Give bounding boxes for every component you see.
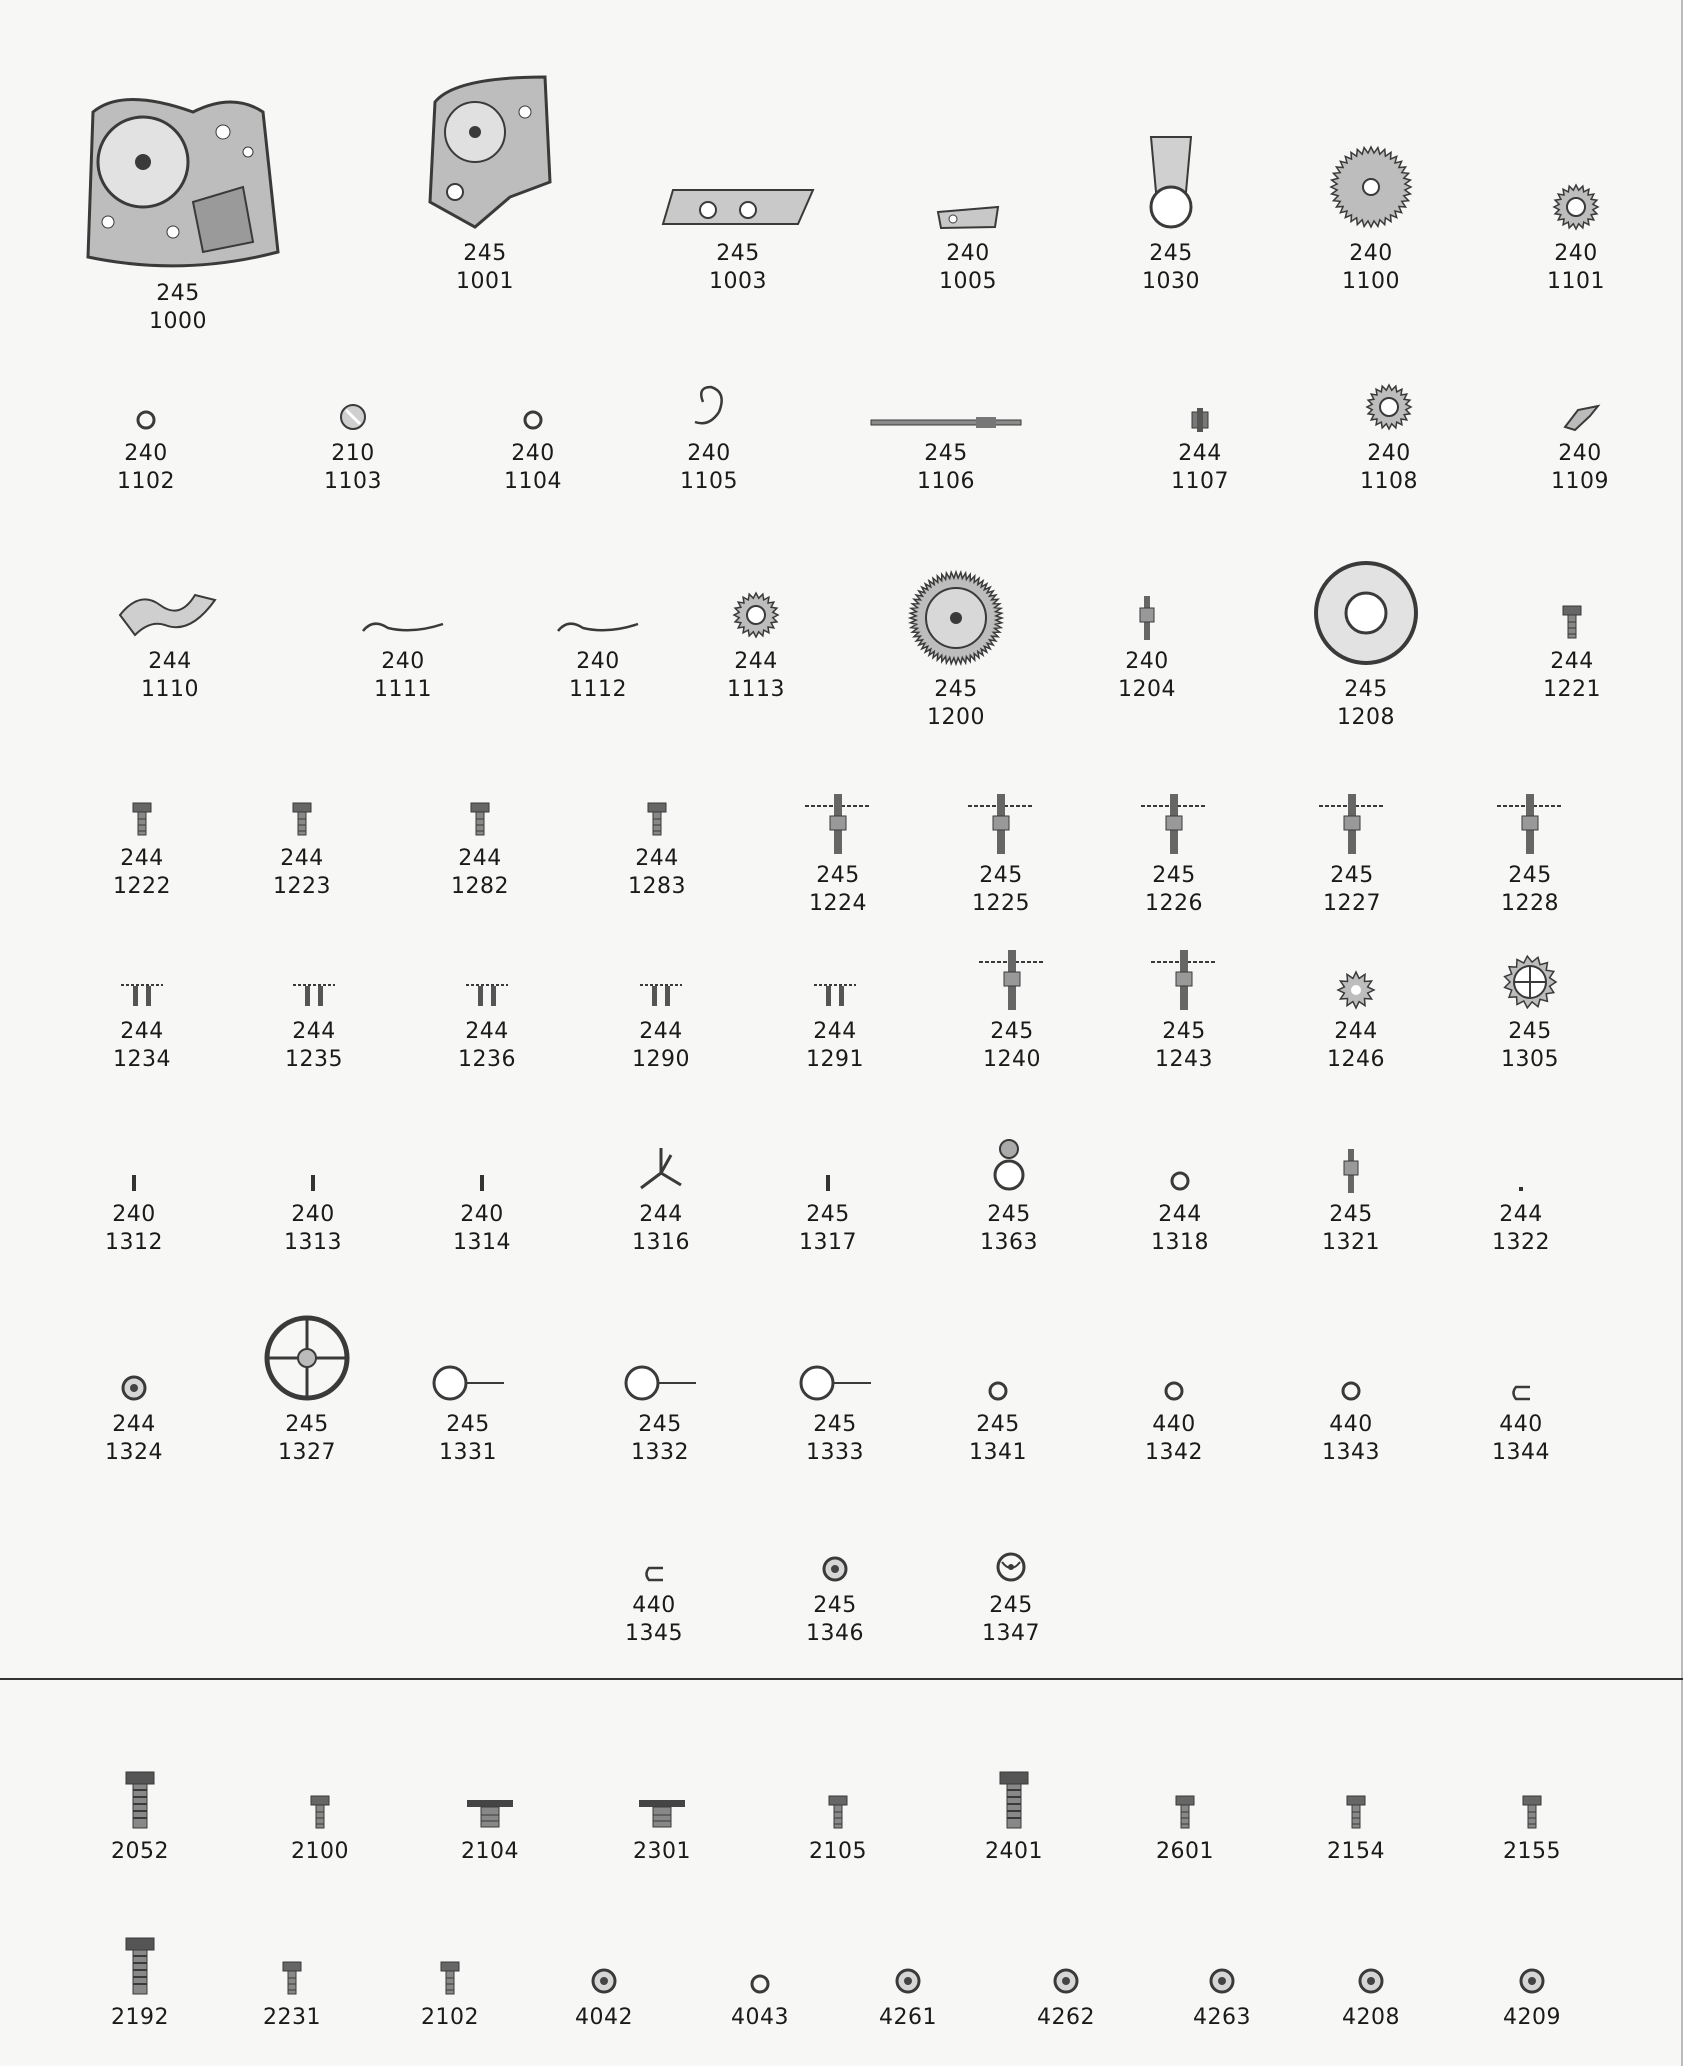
part-number: 1236 [458, 1047, 516, 1072]
caliber-number: 244 [120, 846, 164, 871]
part-number: 2105 [809, 1839, 867, 1864]
part-number: 1003 [709, 269, 767, 294]
bridge-icon [385, 72, 585, 232]
caliber-number: 244 [635, 846, 679, 871]
part-item [382, 1173, 582, 1257]
part-number: 1331 [439, 1440, 497, 1465]
part-item [214, 980, 414, 1074]
part-item [1480, 402, 1680, 496]
caliber-number: 245 [1329, 1202, 1373, 1227]
caliber-number: 245 [1149, 241, 1193, 266]
part-item [846, 412, 1046, 496]
hook-spring-icon [609, 382, 809, 432]
caliber-number: 244 [1550, 649, 1594, 674]
caliber-number: 244 [1158, 1202, 1202, 1227]
wire-spring-icon [303, 616, 503, 640]
barrel-icon [856, 568, 1056, 668]
caliber-number: 244 [112, 1412, 156, 1437]
part-number: 1200 [927, 705, 985, 730]
part-number: 1313 [284, 1230, 342, 1255]
caliber-number: 244 [1178, 441, 1222, 466]
caliber-number: 240 [291, 1202, 335, 1227]
caliber-number: 245 [976, 1412, 1020, 1437]
part-item [1071, 132, 1271, 296]
dot-icon [1421, 1185, 1621, 1193]
caliber-number: 210 [331, 441, 375, 466]
part-number: 1108 [1360, 469, 1418, 494]
part-item [735, 1554, 935, 1648]
caliber-number: 245 [1330, 863, 1374, 888]
part-item [34, 1373, 234, 1467]
caliber-number: 240 [112, 1202, 156, 1227]
caliber-number: 240 [687, 441, 731, 466]
flat-head-screw-icon [562, 1798, 762, 1830]
caliber-number: 240 [946, 241, 990, 266]
part-number: 1318 [1151, 1230, 1209, 1255]
part-number: 2052 [111, 1839, 169, 1864]
screw-item [738, 1794, 938, 1866]
part-item [557, 801, 757, 901]
caliber-number: 245 [1344, 677, 1388, 702]
ring-icon [433, 408, 633, 432]
roller-icon [909, 1137, 1109, 1193]
screw-item [1432, 1794, 1632, 1866]
long-screw-icon [40, 1770, 240, 1830]
part-item [1080, 1169, 1280, 1257]
winding-stem-icon [846, 412, 1046, 432]
part-item [380, 801, 580, 901]
caliber-number: 240 [1558, 441, 1602, 466]
bar-bridge-icon [638, 182, 838, 232]
part-number: 1113 [727, 677, 785, 702]
part-item [34, 1173, 234, 1257]
part-number: 1106 [917, 469, 975, 494]
part-number: 1223 [273, 874, 331, 899]
part-number: 1344 [1492, 1440, 1550, 1465]
screw-icon [1256, 1794, 1456, 1830]
part-item [387, 980, 587, 1074]
part-item [728, 1173, 928, 1257]
part-number: 1221 [1543, 677, 1601, 702]
caliber-number: 244 [280, 846, 324, 871]
pinion-wheel-icon [561, 980, 761, 1010]
caliber-number: 240 [1125, 649, 1169, 674]
part-number: 1282 [451, 874, 509, 899]
part-number: 1314 [453, 1230, 511, 1255]
caliber-number: 245 [285, 1412, 329, 1437]
screw-item [1085, 1794, 1285, 1866]
arbor-icon [1047, 596, 1247, 640]
caliber-number: 245 [990, 1019, 1034, 1044]
part-number: 1234 [113, 1047, 171, 1072]
caliber-number: 245 [1508, 863, 1552, 888]
caliber-number: 245 [446, 1412, 490, 1437]
part-number: 4208 [1342, 2005, 1400, 2030]
part-item [46, 408, 246, 496]
caliber-number: 245 [816, 863, 860, 888]
screw-icon [1085, 1794, 1285, 1830]
part-item [638, 182, 838, 296]
caliber-number: 244 [120, 1019, 164, 1044]
screw-item [40, 1770, 240, 1866]
escape-wheel-icon [1430, 954, 1630, 1010]
part-item [1084, 950, 1284, 1074]
caliber-number: 245 [813, 1412, 857, 1437]
caliber-number: 245 [1162, 1019, 1206, 1044]
part-number: 1204 [1118, 677, 1176, 702]
long-screw-icon [914, 1770, 1114, 1830]
part-number: 1227 [1323, 891, 1381, 916]
part-number: 1208 [1337, 705, 1395, 730]
caliber-number: 244 [639, 1019, 683, 1044]
regulator-icon [560, 1363, 760, 1403]
part-number: 1005 [939, 269, 997, 294]
part-number: 1283 [628, 874, 686, 899]
lever-icon [1480, 402, 1680, 432]
part-item [1430, 794, 1630, 918]
part-number: 1100 [1342, 269, 1400, 294]
part-number: 1222 [113, 874, 171, 899]
part-item [1421, 1383, 1621, 1467]
caliber-number: 244 [1334, 1019, 1378, 1044]
part-number: 1332 [631, 1440, 689, 1465]
caliber-number: 245 [813, 1593, 857, 1618]
caliber-number: 245 [924, 441, 968, 466]
part-item [1252, 794, 1452, 918]
part-number: 1346 [806, 1621, 864, 1646]
part-item [554, 1564, 754, 1648]
part-item [1476, 182, 1676, 296]
part-item [202, 801, 402, 901]
part-number: 1111 [374, 677, 432, 702]
spring-lever-icon [70, 580, 270, 640]
caliber-number: 245 [987, 1202, 1031, 1227]
screw-icon [738, 1794, 938, 1830]
part-number: 2102 [421, 2005, 479, 2030]
part-item [898, 1379, 1098, 1467]
caliber-number: 245 [1508, 1019, 1552, 1044]
wheel-arbor-icon [1252, 794, 1452, 854]
part-number: 1363 [980, 1230, 1038, 1255]
caliber-number: 240 [511, 441, 555, 466]
part-number: 1109 [1551, 469, 1609, 494]
caliber-number: 240 [460, 1202, 504, 1227]
part-item [868, 202, 1068, 296]
caliber-number: 245 [638, 1412, 682, 1437]
part-number: 1333 [806, 1440, 864, 1465]
small-bridge-icon [868, 202, 1068, 232]
part-item [433, 408, 633, 496]
wheel-arbor-icon [1430, 794, 1630, 854]
part-item [1047, 596, 1247, 704]
screw-item [562, 1798, 762, 1866]
part-item [901, 794, 1101, 918]
part-item [1256, 970, 1456, 1074]
pinion-wheel-icon [735, 980, 935, 1010]
part-item [1430, 954, 1630, 1074]
part-number: 1228 [1501, 891, 1559, 916]
caliber-number: 245 [156, 281, 200, 306]
part-number: 2192 [111, 2005, 169, 2030]
part-number: 1327 [278, 1440, 336, 1465]
caliber-number: 240 [576, 649, 620, 674]
part-item [1100, 408, 1300, 496]
part-number: 1322 [1492, 1230, 1550, 1255]
caliber-number: 245 [934, 677, 978, 702]
mainplate-icon [78, 92, 278, 272]
part-number: 4262 [1037, 2005, 1095, 2030]
caliber-number: 245 [989, 1593, 1033, 1618]
part-number: 1317 [799, 1230, 857, 1255]
part-number: 1103 [324, 469, 382, 494]
part-item [42, 980, 242, 1074]
pin-icon [382, 1173, 582, 1193]
part-item [1074, 794, 1274, 918]
part-number: 1107 [1171, 469, 1229, 494]
part-number: 4042 [575, 2005, 633, 2030]
wheel-arbor-icon [1084, 950, 1284, 1010]
screw-icon [380, 801, 580, 837]
caliber-number: 244 [148, 649, 192, 674]
part-number: 1112 [569, 677, 627, 702]
caliber-number: 440 [1152, 1412, 1196, 1437]
caliber-number: 244 [458, 846, 502, 871]
part-number: 1104 [504, 469, 562, 494]
small-gear-icon [656, 590, 856, 640]
part-item [561, 980, 761, 1074]
part-number: 1101 [1547, 269, 1605, 294]
part-item [1421, 1185, 1621, 1257]
part-number: 1105 [680, 469, 738, 494]
caliber-number: 440 [632, 1593, 676, 1618]
clip-icon [1421, 1383, 1621, 1403]
caliber-number: 440 [1499, 1412, 1543, 1437]
part-item [1266, 558, 1466, 732]
part-number: 1246 [1327, 1047, 1385, 1072]
caliber-number: 245 [979, 863, 1023, 888]
caliber-number: 240 [1349, 241, 1393, 266]
part-number: 1305 [1501, 1047, 1559, 1072]
part-number: 4043 [731, 2005, 789, 2030]
balance-cock-icon [1071, 132, 1271, 232]
part-number: 1347 [982, 1621, 1040, 1646]
jewel-icon [34, 1373, 234, 1403]
part-number: 2401 [985, 1839, 1043, 1864]
part-item [911, 1550, 1111, 1648]
part-number: 1240 [983, 1047, 1041, 1072]
part-number: 1324 [105, 1440, 163, 1465]
part-number: 1235 [285, 1047, 343, 1072]
mainspring-icon [1266, 558, 1466, 668]
part-number: 1102 [117, 469, 175, 494]
ring-icon [898, 1379, 1098, 1403]
wheel-arbor-icon [901, 794, 1101, 854]
part-number: 2100 [291, 1839, 349, 1864]
screw-item [914, 1770, 1114, 1866]
part-number: 1291 [806, 1047, 864, 1072]
part-item [1074, 1379, 1274, 1467]
pinion-wheel-icon [387, 980, 587, 1010]
part-number: 1321 [1322, 1230, 1380, 1255]
caliber-number: 244 [813, 1019, 857, 1044]
part-number: 1001 [456, 269, 514, 294]
flat-head-screw-icon [390, 1798, 590, 1830]
part-item [656, 590, 856, 704]
screw-item [1256, 1794, 1456, 1866]
gear-wheel-icon [1271, 142, 1471, 232]
part-number: 1343 [1322, 1440, 1380, 1465]
part-item [856, 568, 1056, 732]
section-divider [0, 1678, 1683, 1680]
ring-icon [1074, 1379, 1274, 1403]
part-item [609, 382, 809, 496]
part-number: 2231 [263, 2005, 321, 2030]
star-wheel-icon [1256, 970, 1456, 1010]
clip-icon [554, 1564, 754, 1584]
part-item [912, 950, 1112, 1074]
part-number: 1030 [1142, 269, 1200, 294]
caliber-number: 244 [734, 649, 778, 674]
shock-spring-icon [911, 1550, 1111, 1584]
screw-icon [1472, 604, 1672, 640]
part-number: 1341 [969, 1440, 1027, 1465]
jewel-icon [1432, 1966, 1632, 1996]
part-number: 1000 [149, 309, 207, 334]
wheel-arbor-icon [1074, 794, 1274, 854]
screw-icon [202, 801, 402, 837]
part-number: 1225 [972, 891, 1030, 916]
ring-icon [1080, 1169, 1280, 1193]
part-number: 1226 [1145, 891, 1203, 916]
caliber-number: 244 [639, 1202, 683, 1227]
part-number: 4209 [1503, 2005, 1561, 2030]
part-item [70, 580, 270, 704]
part-number: 2155 [1503, 1839, 1561, 1864]
wheel-arbor-icon [912, 950, 1112, 1010]
part-number: 1342 [1145, 1440, 1203, 1465]
caliber-number: 244 [292, 1019, 336, 1044]
small-gear-icon [1476, 182, 1676, 232]
caliber-number: 440 [1329, 1412, 1373, 1437]
part-item [385, 72, 585, 296]
screw-item [1432, 1966, 1632, 2032]
disc-icon [253, 402, 453, 432]
part-number: 4261 [879, 2005, 937, 2030]
pin-icon [34, 1173, 234, 1193]
part-number: 1224 [809, 891, 867, 916]
caliber-number: 244 [1499, 1202, 1543, 1227]
caliber-number: 240 [381, 649, 425, 674]
ring-icon [46, 408, 246, 432]
jewel-icon [735, 1554, 935, 1584]
caliber-number: 245 [1152, 863, 1196, 888]
part-item [735, 980, 935, 1074]
part-item [909, 1137, 1109, 1257]
part-number: 1243 [1155, 1047, 1213, 1072]
part-item [560, 1363, 760, 1467]
caliber-number: 240 [1367, 441, 1411, 466]
pinion-wheel-icon [42, 980, 242, 1010]
caliber-number: 245 [806, 1202, 850, 1227]
part-item [368, 1363, 568, 1467]
part-number: 1345 [625, 1621, 683, 1646]
part-item [303, 616, 503, 704]
regulator-icon [368, 1363, 568, 1403]
part-item [78, 92, 278, 336]
screw-icon [557, 801, 757, 837]
part-number: 2301 [633, 1839, 691, 1864]
part-item [1289, 382, 1489, 496]
small-gear-icon [1289, 382, 1489, 432]
caliber-number: 240 [1554, 241, 1598, 266]
caliber-number: 245 [716, 241, 760, 266]
part-number: 4263 [1193, 2005, 1251, 2030]
pinion-icon [1100, 408, 1300, 432]
caliber-number: 240 [124, 441, 168, 466]
screw-icon [1432, 1794, 1632, 1830]
part-item [253, 402, 453, 496]
part-item [1271, 142, 1471, 296]
part-number: 2601 [1156, 1839, 1214, 1864]
part-number: 1316 [632, 1230, 690, 1255]
pinion-wheel-icon [214, 980, 414, 1010]
screw-item [390, 1798, 590, 1866]
part-number: 2104 [461, 1839, 519, 1864]
pin-icon [728, 1173, 928, 1193]
part-item [1472, 604, 1672, 704]
caliber-number: 245 [463, 241, 507, 266]
part-number: 1110 [141, 677, 199, 702]
caliber-number: 244 [465, 1019, 509, 1044]
part-number: 2154 [1327, 1839, 1385, 1864]
part-number: 1290 [632, 1047, 690, 1072]
part-number: 1312 [105, 1230, 163, 1255]
